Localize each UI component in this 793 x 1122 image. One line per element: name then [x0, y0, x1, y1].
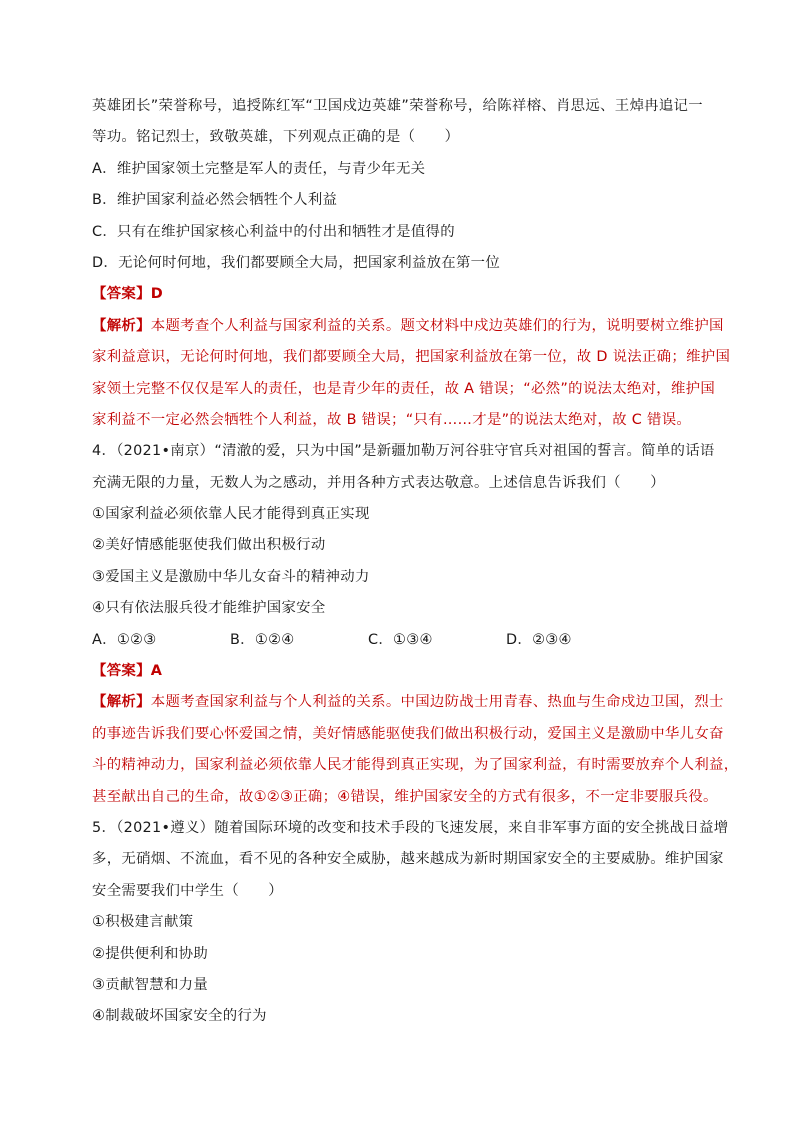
- q3-analysis-line: 家领土完整不仅仅是军人的责任，也是青少年的责任，故 A 错误；“必然”的说法太绝对，维护国: [92, 380, 716, 397]
- q4-analysis-line: 斗的精神动力，国家利益必须依靠人民才能得到真正实现，为了国家利益，有时需要放弃个人利益，: [92, 757, 739, 774]
- analysis-text: 本题考查国家利益与个人利益的关系。中国边防战士用青春、热血与生命戍边卫国，烈士: [150, 694, 724, 711]
- q3-option-c: C．只有在维护国家核心利益中的付出和牺牲才是值得的: [92, 223, 455, 240]
- q4-item-3: ③爱国主义是激励中华儿女奋斗的精神动力: [92, 568, 370, 585]
- q5-item-3: ③贡献智慧和力量: [92, 976, 209, 993]
- q4-option-a: A．①②③: [92, 631, 157, 648]
- analysis-label: 【解析】: [92, 317, 151, 334]
- document-page: [92, 91, 739, 1033]
- answer-label: 【答案】: [92, 663, 151, 680]
- q3-option-a: A．维护国家领土完整是军人的责任，与青少年无关: [92, 160, 426, 177]
- q4-analysis-line: [92, 687, 724, 718]
- q3-stem-line: 英雄团长”荣誉称号，追授陈红军“卫国戍边英雄”荣誉称号，给陈祥榕、肖思远、王焯冉追记一: [92, 98, 703, 114]
- analysis-text: 本题考查个人利益与国家利益的关系。题文材料中戍边英雄们的行为，说明要树立维护国: [150, 317, 724, 334]
- q4-options-row: [92, 625, 702, 656]
- q4-option-b: B．①②④: [230, 631, 295, 648]
- q3-analysis-line: 家利益意识，无论何时何地，我们都要顾全大局，把国家利益放在第一位，故 D 说法正确；维护国: [92, 349, 731, 366]
- q5-item-1: ①积极建言献策: [92, 914, 194, 931]
- q3-analysis-line: 家利益不一定必然会牺牲个人利益，故 B 错误；“只有……才是”的说法太绝对，故 C 错误。: [92, 411, 692, 428]
- q3-stem-line: 等功。铭记烈士，致敬英雄，下列观点正确的是（ ）: [92, 129, 460, 146]
- q5-stem-line: 5．（2021•遵义）随着国际环境的改变和技术手段的飞速发展，来自非军事方面的安全挑战日益增: [92, 819, 729, 836]
- q4-stem-line: 4．（2021•南京）“清澈的爱，只为中国”是新疆加勒万河谷驻守官兵对祖国的誓言。简单的话语: [92, 443, 715, 460]
- q4-option-d: D．②③④: [506, 631, 572, 648]
- q5-stem-line: 安全需要我们中学生（ ）: [92, 882, 283, 899]
- q5-stem-line: 多，无硝烟、不流血，看不见的各种安全威胁，越来越成为新时期国家安全的主要威胁。维护国家: [92, 851, 724, 868]
- q3-option-d: D．无论何时何地，我们都要顾全大局，把国家利益放在第一位: [92, 254, 501, 271]
- answer-value: D: [150, 286, 164, 303]
- q4-item-4: ④只有依法服兵役才能维护国家安全: [92, 600, 326, 617]
- q5-item-4: ④制裁破坏国家安全的行为: [92, 1008, 267, 1025]
- q5-item-2: ②提供便利和协助: [92, 945, 209, 962]
- answer-value: A: [150, 663, 163, 680]
- q3-answer: [92, 279, 702, 310]
- q4-item-1: ①国家利益必须依靠人民才能得到真正实现: [92, 506, 370, 523]
- q3-option-b: B．维护国家利益必然会牺牲个人利益: [92, 192, 338, 209]
- q4-stem-line: 充满无限的力量，无数人为之感动，并用各种方式表达敬意。上述信息告诉我们（ ）: [92, 474, 665, 491]
- q4-analysis-line: 的事迹告诉我们要心怀爱国之情，美好情感能驱使我们做出积极行动，爱国主义是激励中华儿女奋: [92, 725, 724, 742]
- q4-option-c: C．①③④: [368, 631, 433, 648]
- q3-analysis-line: [92, 311, 724, 342]
- analysis-label: 【解析】: [92, 694, 151, 711]
- q4-analysis-line: 甚至献出自己的生命，故①②③正确；④错误，维护国家安全的方式有很多，不一定非要服兵役。: [92, 788, 718, 805]
- q4-item-2: ②美好情感能驱使我们做出积极行动: [92, 537, 326, 554]
- answer-label: 【答案】: [92, 286, 151, 303]
- q4-answer: [92, 656, 702, 687]
